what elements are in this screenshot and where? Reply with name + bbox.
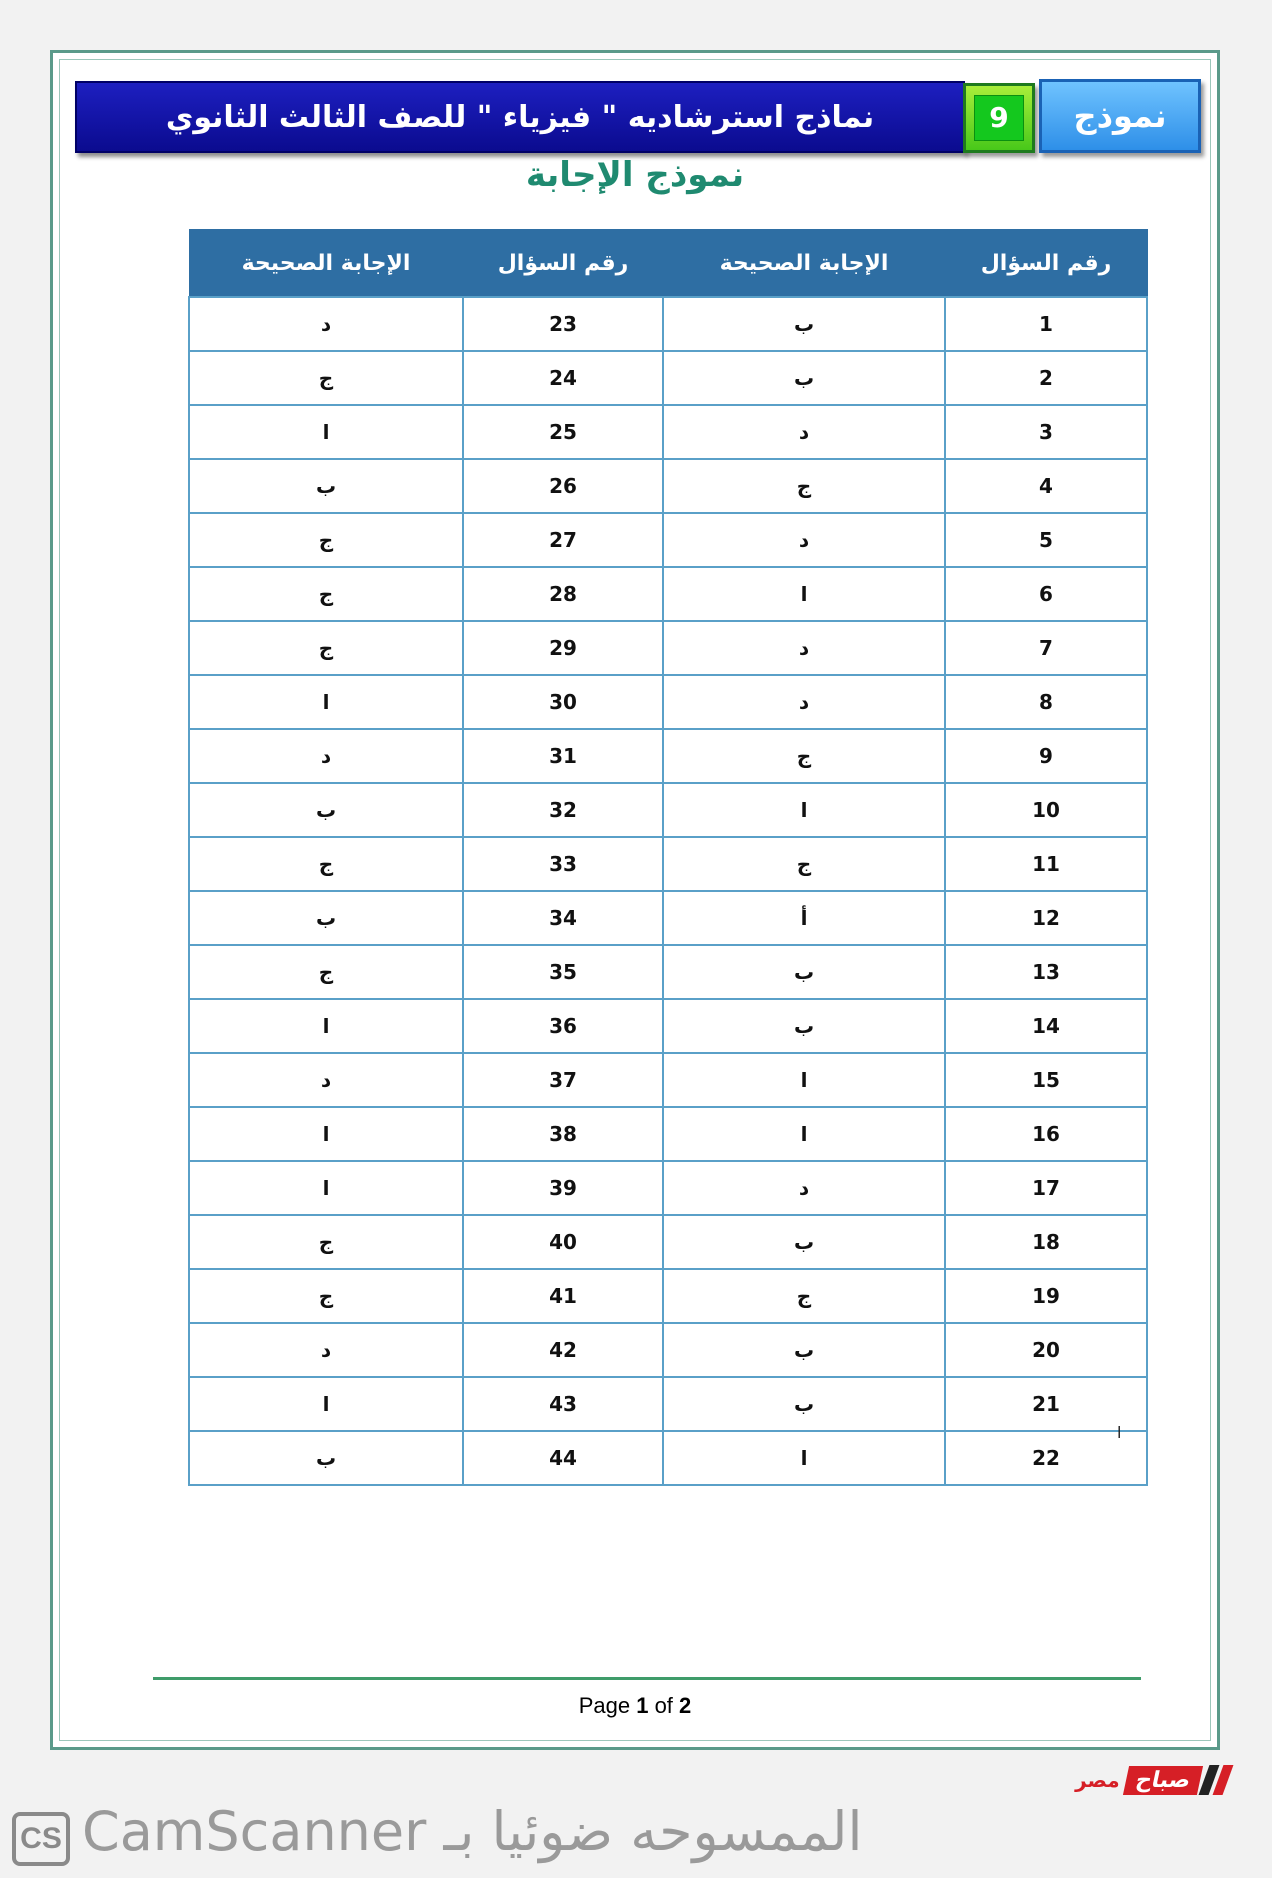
table-row — [189, 729, 1147, 783]
table-row — [189, 1269, 1147, 1323]
header-title: نماذج استرشاديه " فيزياء " للصف الثالث الثانوي — [165, 99, 875, 135]
question-number-cell: 26 — [463, 459, 663, 513]
correct-answer-cell: ا — [663, 567, 945, 621]
table-row — [189, 1053, 1147, 1107]
brand-main-text: صباح — [1123, 1766, 1204, 1795]
correct-answer-cell: ب — [663, 1377, 945, 1431]
question-number-cell: 21 — [945, 1377, 1147, 1431]
question-number-cell: 30 — [463, 675, 663, 729]
footer-divider — [153, 1677, 1141, 1680]
page-number — [53, 1693, 1217, 1719]
question-number-cell: 12 — [945, 891, 1147, 945]
correct-answer-cell: ا — [189, 1161, 463, 1215]
question-number-cell: 17 — [945, 1161, 1147, 1215]
model-label-box — [1039, 79, 1201, 153]
correct-answer-cell: ج — [189, 1215, 463, 1269]
answer-table-body — [189, 297, 1147, 1485]
correct-answer-cell: ج — [189, 567, 463, 621]
correct-answer-cell: ج — [189, 945, 463, 999]
question-number-cell: 43 — [463, 1377, 663, 1431]
table-row — [189, 297, 1147, 351]
table-row — [189, 459, 1147, 513]
question-number-cell: 1 — [945, 297, 1147, 351]
correct-answer-cell: د — [663, 405, 945, 459]
correct-answer-cell: د — [189, 1323, 463, 1377]
question-number-cell: 20 — [945, 1323, 1147, 1377]
question-number-cell: 9 — [945, 729, 1147, 783]
table-row — [189, 1377, 1147, 1431]
question-number-cell: 7 — [945, 621, 1147, 675]
question-number-cell: 32 — [463, 783, 663, 837]
header-question-number: رقم السؤال — [463, 230, 663, 298]
question-number-cell: 5 — [945, 513, 1147, 567]
correct-answer-cell: ا — [189, 675, 463, 729]
header-title-bar — [75, 81, 965, 153]
question-number-cell: 22 — [945, 1431, 1147, 1485]
correct-answer-cell: أ — [663, 891, 945, 945]
question-number-cell: 16 — [945, 1107, 1147, 1161]
question-number-cell: 35 — [463, 945, 663, 999]
page-mid: of — [648, 1693, 680, 1718]
question-number-cell: 33 — [463, 837, 663, 891]
page-total: 2 — [679, 1693, 692, 1718]
table-row — [189, 567, 1147, 621]
question-number-cell: 6 — [945, 567, 1147, 621]
table-row — [189, 351, 1147, 405]
correct-answer-cell: ا — [189, 1107, 463, 1161]
model-label: نموذج — [1073, 97, 1167, 135]
correct-answer-cell: د — [189, 297, 463, 351]
correct-answer-cell: ا — [663, 1107, 945, 1161]
correct-answer-cell: ب — [663, 351, 945, 405]
table-row — [189, 1107, 1147, 1161]
question-number-cell: 36 — [463, 999, 663, 1053]
correct-answer-cell: ا — [189, 999, 463, 1053]
question-number-cell: 34 — [463, 891, 663, 945]
stray-mark: ا — [1117, 1423, 1122, 1442]
question-number-cell: 31 — [463, 729, 663, 783]
correct-answer-cell: ا — [189, 405, 463, 459]
correct-answer-cell: د — [189, 729, 463, 783]
question-number-cell: 18 — [945, 1215, 1147, 1269]
question-number-cell: 19 — [945, 1269, 1147, 1323]
correct-answer-cell: ج — [189, 621, 463, 675]
question-number-cell: 28 — [463, 567, 663, 621]
page-current: 1 — [636, 1693, 649, 1718]
correct-answer-cell: ج — [663, 459, 945, 513]
correct-answer-cell: ب — [663, 297, 945, 351]
correct-answer-cell: ج — [189, 513, 463, 567]
model-number-box — [963, 83, 1035, 153]
brand-sub-text: مصر — [1075, 1768, 1120, 1792]
correct-answer-cell: ج — [189, 1269, 463, 1323]
question-number-cell: 37 — [463, 1053, 663, 1107]
correct-answer-cell: د — [663, 1161, 945, 1215]
correct-answer-cell: ب — [663, 1215, 945, 1269]
camscanner-logo-icon: CS — [12, 1812, 70, 1866]
question-number-cell: 10 — [945, 783, 1147, 837]
correct-answer-cell: ب — [189, 783, 463, 837]
correct-answer-cell: ج — [663, 729, 945, 783]
question-number-cell: 14 — [945, 999, 1147, 1053]
table-row — [189, 783, 1147, 837]
table-row — [189, 1431, 1147, 1485]
answer-table-header — [189, 230, 1147, 298]
table-row — [189, 891, 1147, 945]
camscanner-watermark: الممسوحه ضوئيا بـ CamScanner — [82, 1800, 863, 1863]
correct-answer-cell: د — [663, 621, 945, 675]
table-row — [189, 675, 1147, 729]
question-number-cell: 39 — [463, 1161, 663, 1215]
question-number-cell: 38 — [463, 1107, 663, 1161]
question-number-cell: 29 — [463, 621, 663, 675]
header-question-number: رقم السؤال — [945, 230, 1147, 298]
question-number-cell: 24 — [463, 351, 663, 405]
question-number-cell: 15 — [945, 1053, 1147, 1107]
correct-answer-cell: ا — [663, 783, 945, 837]
answer-table — [188, 229, 1148, 1486]
correct-answer-cell: ا — [189, 1377, 463, 1431]
page-prefix: Page — [578, 1693, 637, 1718]
model-number: 9 — [974, 95, 1024, 141]
question-number-cell: 27 — [463, 513, 663, 567]
table-row — [189, 945, 1147, 999]
correct-answer-cell: ا — [663, 1053, 945, 1107]
question-number-cell: 8 — [945, 675, 1147, 729]
correct-answer-cell: ب — [663, 1323, 945, 1377]
question-number-cell: 44 — [463, 1431, 663, 1485]
correct-answer-cell: ب — [189, 891, 463, 945]
question-number-cell: 11 — [945, 837, 1147, 891]
brand-logo — [1028, 1760, 1228, 1800]
table-row — [189, 1215, 1147, 1269]
correct-answer-cell: ج — [663, 837, 945, 891]
correct-answer-cell: د — [663, 513, 945, 567]
correct-answer-cell: د — [663, 675, 945, 729]
correct-answer-cell: ا — [663, 1431, 945, 1485]
header-correct-answer: الإجابة الصحيحة — [189, 230, 463, 298]
answer-key-title: نموذج الإجابة — [525, 155, 745, 195]
question-number-cell: 3 — [945, 405, 1147, 459]
correct-answer-cell: ب — [189, 1431, 463, 1485]
question-number-cell: 40 — [463, 1215, 663, 1269]
correct-answer-cell: ب — [663, 945, 945, 999]
question-number-cell: 23 — [463, 297, 663, 351]
table-row — [189, 837, 1147, 891]
table-row — [189, 999, 1147, 1053]
table-row — [189, 513, 1147, 567]
table-row — [189, 1323, 1147, 1377]
header-correct-answer: الإجابة الصحيحة — [663, 230, 945, 298]
question-number-cell: 41 — [463, 1269, 663, 1323]
table-row — [189, 621, 1147, 675]
table-row — [189, 1161, 1147, 1215]
question-number-cell: 42 — [463, 1323, 663, 1377]
correct-answer-cell: ج — [189, 351, 463, 405]
correct-answer-cell: ج — [189, 837, 463, 891]
correct-answer-cell: ب — [189, 459, 463, 513]
document-page — [50, 50, 1220, 1750]
correct-answer-cell: ج — [663, 1269, 945, 1323]
correct-answer-cell: ب — [663, 999, 945, 1053]
question-number-cell: 2 — [945, 351, 1147, 405]
question-number-cell: 4 — [945, 459, 1147, 513]
question-number-cell: 25 — [463, 405, 663, 459]
question-number-cell: 13 — [945, 945, 1147, 999]
table-row — [189, 405, 1147, 459]
correct-answer-cell: د — [189, 1053, 463, 1107]
